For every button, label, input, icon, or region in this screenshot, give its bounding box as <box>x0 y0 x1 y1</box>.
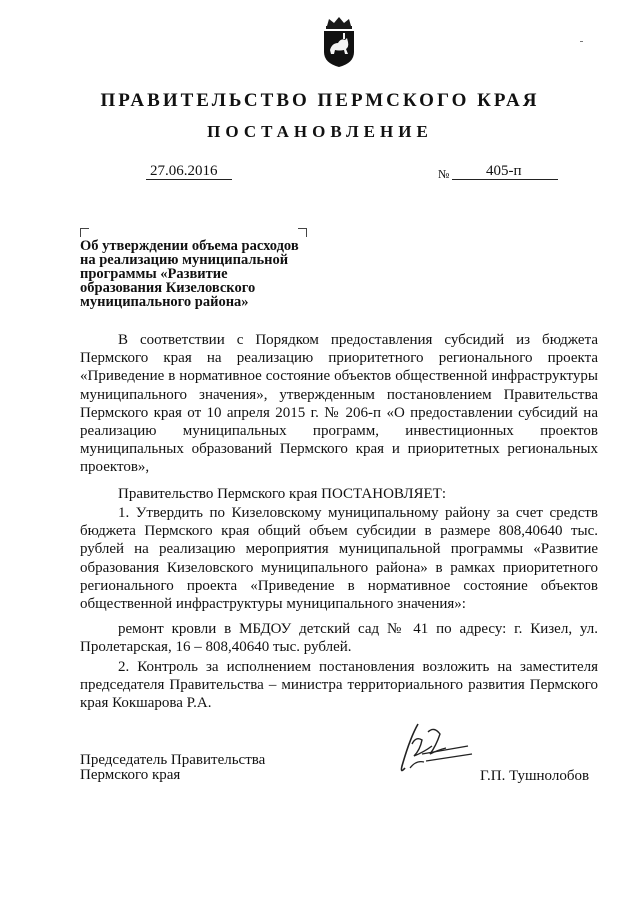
scan-mark <box>580 41 583 42</box>
number-prefix: № <box>438 167 450 181</box>
signer-title: Председатель Правительства Пермского края <box>80 752 266 783</box>
government-title: ПРАВИТЕЛЬСТВО ПЕРМСКОГО КРАЯ <box>100 90 540 111</box>
subject-corner-mark-left <box>80 228 89 237</box>
subject-corner-mark-right <box>298 228 307 237</box>
date-underline <box>146 178 232 180</box>
perm-krai-coat-of-arms-icon <box>319 16 359 68</box>
handwritten-signature <box>388 716 488 782</box>
body-paragraph-preamble: В соответствии с Порядком предоставления субсидий из бюджета Пермского края на реализацию приоритетного регионального проекта «Приведение в нормативное состояние объектов общественной инфраструктуры муниципального значения», утвержденным постановлением Правительства Пермского края от 10 апреля 2015 г. № 206-п «О предоставлении субсидий на реализацию муниципальных программ, инвестиционных проектов муниципальных образований Пермского края и приоритетных региональных проектов», <box>80 332 598 476</box>
body-paragraph-item-2: 2. Контроль за исполнением постановления возложить на заместителя председателя Правительства – министра территориального развития Пермского края Кокшарова Р.А. <box>80 659 598 712</box>
document-subject: Об утверждении объема расходов на реализацию муниципальной программы «Развитие образования Кизеловского муниципального района» <box>80 238 299 310</box>
document-number: 405-п <box>486 163 522 179</box>
body-paragraph-repair: ремонт кровли в МБДОУ детский сад № 41 по адресу: г. Кизел, ул. Пролетарская, 16 – 808,40640 тыс. рублей. <box>80 621 598 656</box>
signer-name: Г.П. Тушнолобов <box>480 768 590 784</box>
body-paragraph-item-1: 1. Утвердить по Кизеловскому муниципальному району за счет средств бюджета Пермского края общий объем субсидии в размере 808,40640 тыс. рублей на реализацию мероприятия муниципальной программы «Развитие образования Кизеловского муниципального района» в рамках приоритетного регионального проекта «Приведение в нормативное состояние объектов общественной инфраструктуры муниципального значения»: <box>80 505 598 613</box>
document-type: ПОСТАНОВЛЕНИЕ <box>207 122 433 141</box>
body-paragraph-resolves: Правительство Пермского края ПОСТАНОВЛЯЕТ: <box>118 486 447 502</box>
document-date: 27.06.2016 <box>150 163 218 179</box>
number-underline <box>452 178 558 180</box>
